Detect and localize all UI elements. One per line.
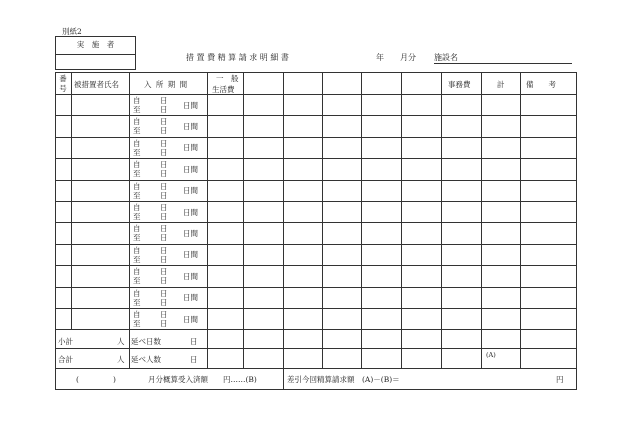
header-general-living: 一 般 [216,74,239,83]
period-days-label: 日間 [183,121,198,131]
column-line [129,72,130,329]
table-side-border [576,72,577,389]
period-from-day-label: 日 [160,160,168,170]
header-bottom-line [55,94,577,95]
period-to-day-label: 日 [160,319,168,328]
summary-column-line [129,329,130,368]
column-line [520,72,521,329]
period-to-label: 至 [133,297,141,307]
period-from-label: 自 [133,181,141,191]
period-from-day-label: 日 [160,310,168,319]
subtotal-bottom-line [55,348,577,349]
summary-column-line [520,329,521,368]
person-name-cell[interactable] [72,266,128,285]
header-remarks: 備 考 [526,80,556,89]
period-to-label: 至 [133,254,141,264]
page-title: 措 置 費 精 算 請 求 明 細 書 [186,53,289,62]
summary-column-line [207,329,208,368]
summary-column-line [401,329,402,368]
period-from-label: 自 [133,96,141,105]
row-line [55,265,577,266]
person-name-cell[interactable] [72,181,128,200]
total-unit-day: 日 [190,355,198,364]
column-line [283,72,284,329]
period-from-label: 自 [133,138,141,148]
period-from-day-label: 日 [160,96,168,105]
footer-received: 月分概算受入済額 円……(B) [148,375,257,384]
period-to-label: 至 [133,147,141,157]
footer-paren-open: ( [76,375,79,384]
header-person-name: 被措置者氏名 [74,80,119,89]
period-from-label: 自 [133,245,141,255]
period-from-day-label: 日 [160,245,168,255]
period-from-day-label: 日 [160,117,168,127]
period-to-label: 至 [133,105,141,114]
period-days-label: 日間 [183,271,198,281]
column-line [322,72,323,329]
period-to-day-label: 日 [160,297,168,307]
footer-yen: 円 [556,375,564,384]
period-days-label: 日間 [183,164,198,174]
form-id: 別紙2 [62,27,82,36]
table-top-border [55,72,577,73]
facility-label: 施設名 [434,53,458,62]
year-label: 年 [376,53,384,62]
period-from-day-label: 日 [160,181,168,191]
subtotal-unit-day: 日 [190,337,198,346]
period-to-day-label: 日 [160,233,168,243]
period-from-label: 自 [133,160,141,170]
period-to-day-label: 日 [160,190,168,200]
summary-column-line [322,329,323,368]
row-line [55,158,577,159]
period-from-day-label: 日 [160,267,168,277]
header-office-cost: 事務費 [448,80,471,89]
header-total: 計 [497,80,505,89]
column-line [243,72,244,329]
period-from-label: 自 [133,310,141,319]
period-days-label: 日間 [183,186,198,196]
summary-column-line [243,329,244,368]
summary-column-line [283,329,284,368]
footer-divider [283,368,284,389]
total-persons-label: 延べ人数 [131,355,161,364]
period-days-label: 日間 [183,207,198,217]
row-line [55,308,577,309]
summary-column-line [481,329,482,368]
person-name-cell[interactable] [72,116,128,135]
row-line [55,201,577,202]
person-name-cell[interactable] [72,95,128,114]
period-from-day-label: 日 [160,224,168,234]
period-from-label: 自 [133,288,141,298]
period-to-label: 至 [133,276,141,286]
month-label: 月分 [400,53,416,62]
period-to-day-label: 日 [160,254,168,264]
summary-column-line [441,329,442,368]
column-line [481,72,482,329]
period-to-label: 至 [133,233,141,243]
table-side-border [55,72,56,389]
row-line [55,222,577,223]
header-period: 入 所 期 間 [144,80,189,89]
period-to-label: 至 [133,126,141,136]
subtotal-unit-person: 人 [117,337,125,346]
column-line [361,72,362,329]
column-line [207,72,208,329]
footer-request: 差引今回精算請求額 (A)－(B)＝ [287,375,400,384]
subtotal-label: 小計 [58,337,73,346]
subtotal-days-label: 延べ日数 [131,337,161,346]
period-days-label: 日間 [183,100,198,110]
period-days-label: 日間 [183,314,198,324]
table-bottom-border [55,389,577,390]
period-to-day-label: 日 [160,169,168,179]
summary-column-line [361,329,362,368]
person-name-cell[interactable] [72,138,128,157]
person-name-cell[interactable] [72,245,128,264]
total-bottom-line [55,368,577,369]
total-label: 合計 [58,355,73,364]
total-unit-person: 人 [117,355,125,364]
period-from-day-label: 日 [160,138,168,148]
period-to-label: 至 [133,212,141,221]
period-from-label: 自 [133,224,141,234]
person-name-cell[interactable] [72,288,128,307]
header-general-living-2: 生活費 [212,85,235,94]
column-line [441,72,442,329]
period-to-label: 至 [133,319,141,328]
period-to-day-label: 日 [160,212,168,221]
person-name-cell[interactable] [72,223,128,242]
person-name-cell[interactable] [72,202,128,221]
implementer-label: 実 施 者 [76,40,115,49]
period-days-label: 日間 [183,228,198,238]
footer-paren-close: ) [113,375,116,384]
period-to-day-label: 日 [160,276,168,286]
person-name-cell[interactable] [72,309,128,328]
period-from-label: 自 [133,117,141,127]
period-days-label: 日間 [183,143,198,153]
row-line [55,329,577,330]
period-to-day-label: 日 [160,147,168,157]
period-from-day-label: 日 [160,203,168,212]
period-from-label: 自 [133,267,141,277]
period-days-label: 日間 [183,293,198,303]
period-to-day-label: 日 [160,126,168,136]
column-line [401,72,402,329]
period-from-label: 自 [133,203,141,212]
row-line [55,115,577,116]
total-mark-a: (A) [486,351,496,359]
period-to-label: 至 [133,190,141,200]
header-number: 番号 [59,74,67,93]
period-from-day-label: 日 [160,288,168,298]
period-to-day-label: 日 [160,105,168,114]
period-days-label: 日間 [183,250,198,260]
person-name-cell[interactable] [72,159,128,178]
period-to-label: 至 [133,169,141,179]
